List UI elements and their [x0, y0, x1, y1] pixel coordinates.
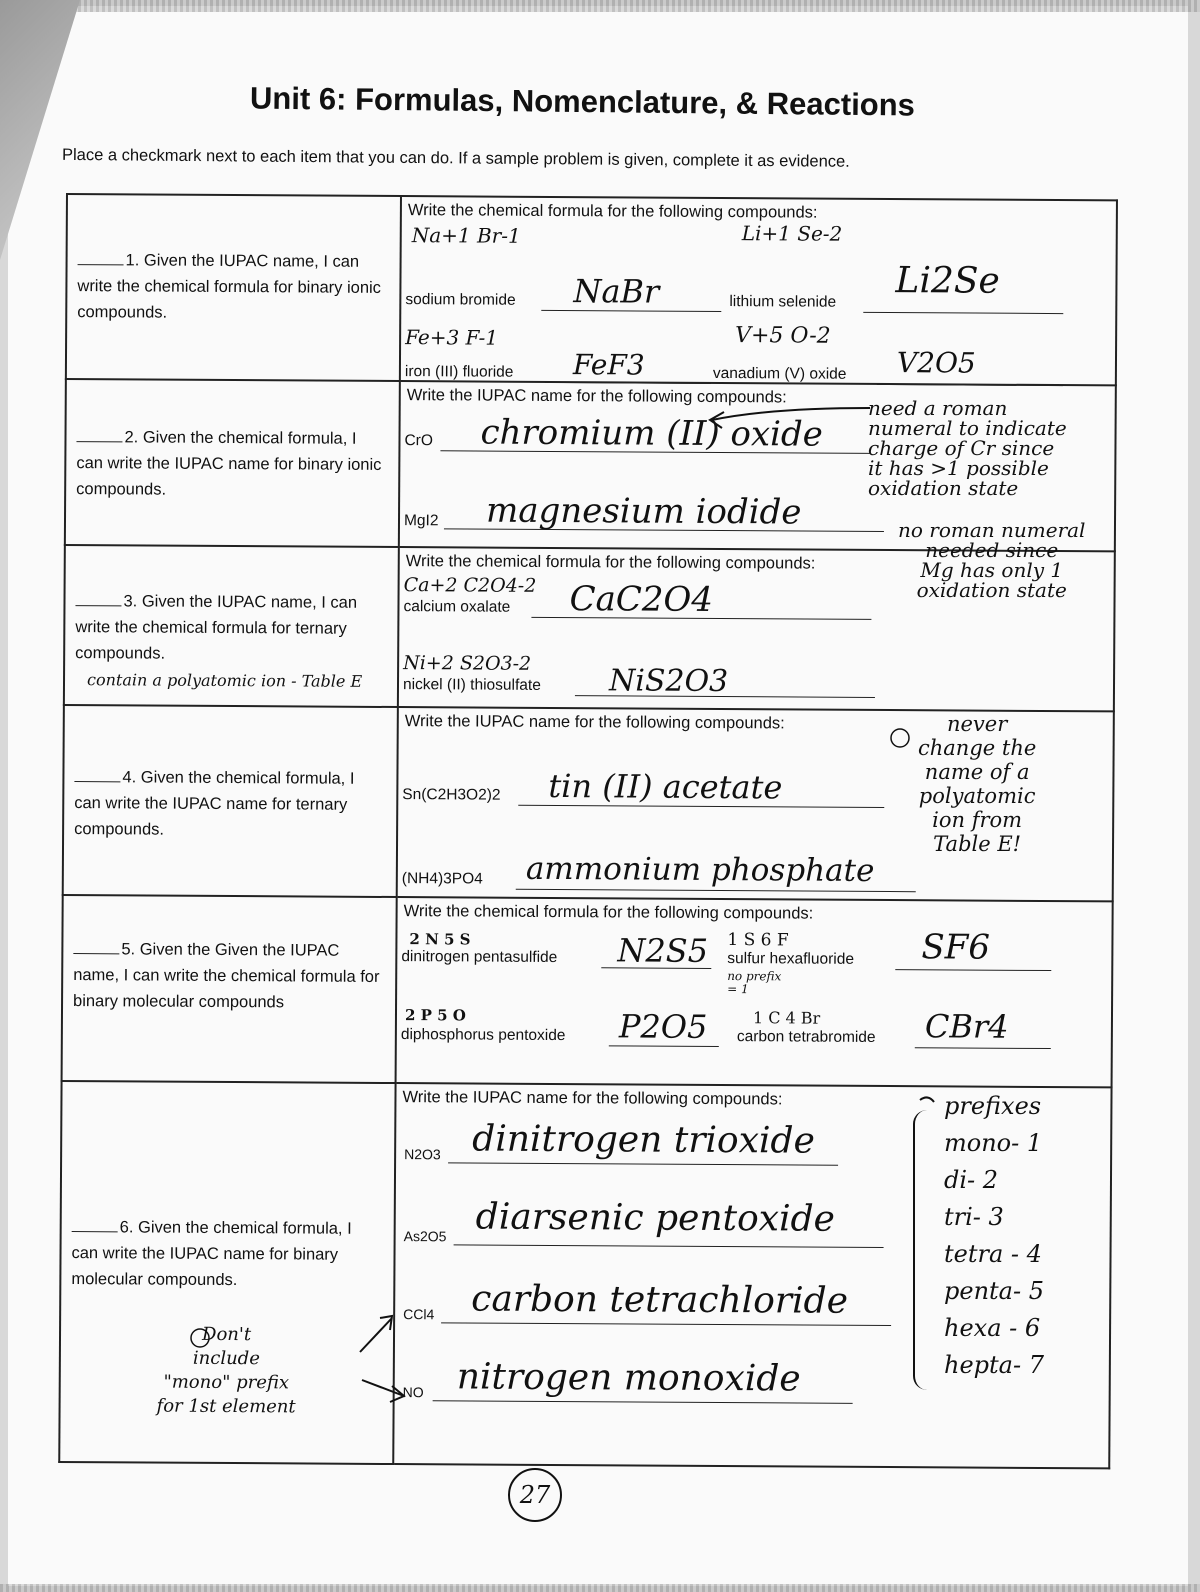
prefix-item: hepta- 7 — [944, 1351, 1044, 1379]
skill-text: 1. Given the IUPAC name, I can write the chemical formula for binary ionic compounds. — [77, 251, 382, 322]
arrow-right-icon — [362, 1380, 404, 1396]
margin-note-mg: no roman numeral needed since Mg has only 1 oxidation state — [898, 518, 1086, 602]
answer-handwritten: CaC2O4 — [569, 579, 714, 620]
handwritten-note: no prefix = 1 — [727, 969, 782, 997]
answer-handwritten: NiS2O3 — [608, 663, 729, 700]
compound-formula: NO — [402, 1384, 424, 1401]
answer-handwritten: NaBr — [573, 272, 660, 311]
element-marks: 2 P 5 O — [404, 1006, 466, 1025]
prefix-item: hexa - 6 — [944, 1314, 1041, 1342]
ion-charges: Ca+2 C2O4-2 — [403, 574, 537, 597]
answer-handwritten: ammonium phosphate — [525, 850, 875, 889]
compound-formula: CrO — [404, 432, 433, 450]
element-marks: 2 N 5 S — [409, 930, 471, 949]
answer-handwritten: chromium (II) oxide — [480, 412, 823, 455]
margin-note-roman: need a roman numeral to indicate charge of Cr since it has >1 possible oxidation state — [868, 396, 1067, 500]
prefix-item: tri- 3 — [944, 1203, 1004, 1231]
compound-name: calcium oxalate — [403, 598, 511, 616]
asterisk-icon — [891, 729, 909, 747]
answer-handwritten: P2O5 — [618, 1007, 708, 1046]
prefix-item: prefixes — [944, 1092, 1042, 1120]
skill-text: 5. Given the Given the IUPAC name, I can write the chemical formula for binary molecular compounds — [73, 940, 380, 1012]
answer-handwritten: V2O5 — [896, 346, 976, 380]
page-title: Unit 6: Formulas, Nomenclature, & Reactions — [249, 80, 916, 123]
compound-formula: MgI2 — [403, 512, 439, 530]
arrow-up-icon — [360, 1318, 392, 1352]
arrow-left-icon — [712, 408, 870, 420]
skill-text: 6. Given the chemical formula, I can write the IUPAC name for binary molecular compounds. — [71, 1218, 352, 1290]
compound-name: sodium bromide — [405, 291, 516, 309]
compound-name: lithium selenide — [729, 293, 837, 311]
page-number: 27 — [508, 1468, 562, 1522]
answer-handwritten: magnesium iodide — [485, 490, 802, 533]
problem-header: Write the IUPAC name for the following compounds: — [402, 1088, 783, 1109]
problem-header: Write the IUPAC name for the following compounds: — [404, 712, 785, 733]
compound-name: nickel (II) thiosulfate — [402, 676, 541, 694]
compound-formula: CCl4 — [403, 1306, 435, 1323]
compound-formula: (NH4)3PO4 — [401, 870, 483, 888]
compound-name: carbon tetrabromide — [736, 1028, 876, 1046]
handwritten-note: contain a polyatomic ion - Table E — [86, 670, 363, 691]
instructions: Place a checkmark next to each item that you can do. If a sample problem is given, complete it as evidence. — [61, 145, 850, 171]
problem-header: Write the chemical formula for the following compounds: — [405, 552, 816, 573]
problem-header: Write the chemical formula for the following compounds: — [407, 201, 818, 222]
compound-formula: Sn(C2H3O2)2 — [402, 786, 501, 804]
element-marks: 1 S 6 F — [727, 930, 789, 951]
compound-name: vanadium (V) oxide — [712, 364, 847, 383]
margin-note-polyatomic: never change the name of a polyatomic ion from Table E! — [918, 712, 1037, 856]
compound-name: dinitrogen pentasulfide — [401, 948, 558, 967]
answer-handwritten: dinitrogen trioxide — [472, 1118, 815, 1162]
answer-handwritten: SF6 — [921, 927, 991, 968]
problem-header: Write the chemical formula for the following compounds: — [403, 902, 814, 923]
ion-charges: Na+1 Br-1 — [411, 223, 521, 248]
ion-charges: Li+1 Se-2 — [741, 221, 843, 246]
prefix-item: penta- 5 — [944, 1277, 1044, 1305]
answer-handwritten: nitrogen monoxide — [456, 1356, 801, 1400]
answer-handwritten: diarsenic pentoxide — [475, 1196, 836, 1240]
ion-charges: V+5 O-2 — [735, 323, 831, 349]
answer-handwritten: N2S5 — [617, 931, 709, 970]
element-marks: 1 C 4 Br — [752, 1008, 821, 1028]
skill-text: 2. Given the chemical formula, I can write the IUPAC name for binary ionic compounds. — [76, 428, 382, 499]
answer-handwritten: carbon tetrachloride — [471, 1278, 849, 1322]
answer-handwritten: FeF3 — [572, 348, 645, 382]
handwritten-note: Don't include "mono" prefix for 1st element — [156, 1323, 296, 1418]
problem-header: Write the IUPAC name for the following compounds: — [406, 386, 787, 407]
prefix-item: di- 2 — [944, 1166, 999, 1194]
prefix-item: tetra - 4 — [944, 1240, 1042, 1268]
ion-charges: Ni+2 S2O3-2 — [403, 652, 532, 675]
skill-text: 3. Given the IUPAC name, I can write the chemical formula for ternary compounds. — [75, 592, 358, 663]
answer-handwritten: Li2Se — [895, 260, 1000, 302]
skill-text: 4. Given the chemical formula, I can write the IUPAC name for ternary compounds. — [74, 768, 355, 839]
compound-formula: As2O5 — [403, 1228, 447, 1245]
compound-formula: N2O3 — [404, 1146, 441, 1163]
ion-charges: Fe+3 F-1 — [405, 325, 499, 350]
answer-handwritten: CBr4 — [924, 1007, 1009, 1046]
prefix-item: mono- 1 — [944, 1129, 1043, 1157]
compound-name: diphosphorus pentoxide — [400, 1026, 566, 1045]
compound-name: sulfur hexafluoride — [727, 950, 855, 968]
compound-name: iron (III) fluoride — [404, 363, 514, 381]
asterisk-icon — [191, 1329, 209, 1347]
answer-handwritten: tin (II) acetate — [548, 766, 783, 807]
